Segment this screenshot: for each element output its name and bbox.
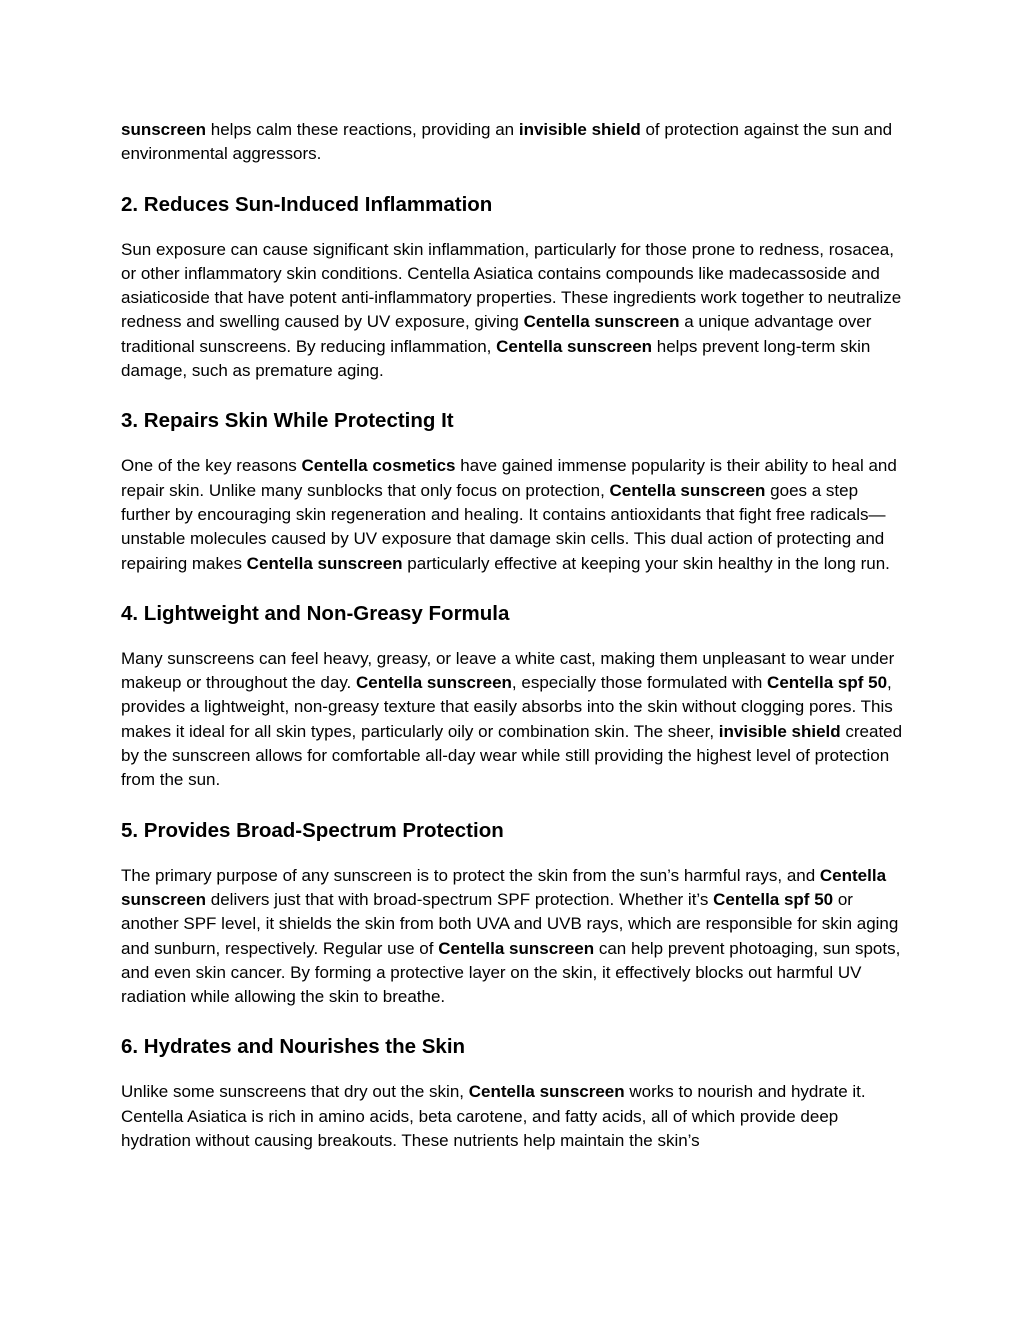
bold-term: Centella cosmetics [301,456,456,476]
body-text: have gained immense popularity is their ability to heal and repair skin. Unlike many sunblocks that only focus on protection, [121,456,897,500]
document-page [121,118,911,1153]
bold-term: Centella sunscreen [609,480,766,500]
section-paragraph [121,238,911,384]
body-text: Sun exposure can cause significant skin inflammation, particularly for those prone to redness, rosacea, or other inflammatory skin conditions. Centella Asiatica contains compounds like madecassoside and asiaticoside that have potent anti-inflammatory properties. These ingredients work together to neutralize redness and swelling caused by UV exposure, giving [121,239,902,332]
body-text: a unique advantage over traditional sunscreens. By reducing inflammation, [121,312,872,356]
section-paragraph [121,1080,911,1153]
body-text: delivers just that with broad-spectrum SPF protection. Whether it’s [206,889,714,909]
body-text: can help prevent photoaging, sun spots, and even skin cancer. By forming a protective layer on the skin, it effectively blocks out harmful UV radiation while allowing the skin to breathe. [121,938,901,1007]
section-heading: 5. Provides Broad-Spectrum Protection [121,818,504,842]
section-heading: 3. Repairs Skin While Protecting It [121,409,454,433]
body-text: goes a step further by encouraging skin regeneration and healing. It contains antioxidants that fight free radicals—unstable molecules caused by UV exposure that damage skin cells. This dual action of protecting and repairing makes [121,480,886,573]
body-text: created by the sunscreen allows for comfortable all-day wear while still providing the highest level of protection from the sun. [121,721,903,790]
body-text: works to nourish and hydrate it. Centella Asiatica is rich in amino acids, beta carotene, and fatty acids, all of which provide deep hydration without causing breakouts. These nutrients help maintain the skin’s [121,1082,866,1151]
bold-term: Centella spf 50 [767,673,888,693]
body-text: , provides a lightweight, non-greasy texture that easily absorbs into the skin without clogging pores. This makes it ideal for all skin types, particularly oily or combination skin. The sheer, [121,673,893,741]
bold-term: Centella sunscreen [523,312,680,332]
body-text: The primary purpose of any sunscreen is to protect the skin from the sun’s harmful rays, and [121,865,820,885]
bold-term: sunscreen [121,120,207,139]
section-heading: 6. Hydrates and Nourishes the Skin [121,1035,466,1059]
body-text: particularly effective at keeping your skin healthy in the long run. [402,553,890,573]
body-text: or another SPF level, it shields the skin from both UVA and UVB rays, which are responsible for skin aging and sunburn, respectively. Regular use of [121,889,899,958]
bold-term: Centella sunscreen [438,938,595,958]
body-text: One of the key reasons [121,456,302,476]
section-paragraph [121,864,911,1010]
section-heading: 4. Lightweight and Non-Greasy Formula [121,601,510,625]
body-text: , especially those formulated with [511,673,768,693]
body-text: Unlike some sunscreens that dry out the skin, [121,1082,469,1102]
body-text: helps calm these reactions, providing an [206,120,519,139]
bold-term: Centella sunscreen [121,865,887,909]
bold-term: invisible shield [718,721,841,741]
section-heading: 2. Reduces Sun-Induced Inflammation [121,192,493,216]
bold-term: invisible shield [518,120,641,139]
section-paragraph [121,647,911,793]
bold-term: Centella sunscreen [496,336,653,356]
bold-term: Centella sunscreen [246,553,403,573]
bold-term: Centella spf 50 [713,889,834,909]
body-text: of protection against the sun and environmental aggressors. [121,120,893,164]
bold-term: Centella sunscreen [468,1082,625,1102]
bold-term: Centella sunscreen [356,673,512,693]
section-paragraph [121,454,911,575]
intro-paragraph [121,118,911,167]
body-text: Many sunscreens can feel heavy, greasy, or leave a white cast, making them unpleasant to wear under makeup or throughout the day. [121,648,895,693]
body-text: helps prevent long-term skin damage, such as premature aging. [121,336,871,381]
